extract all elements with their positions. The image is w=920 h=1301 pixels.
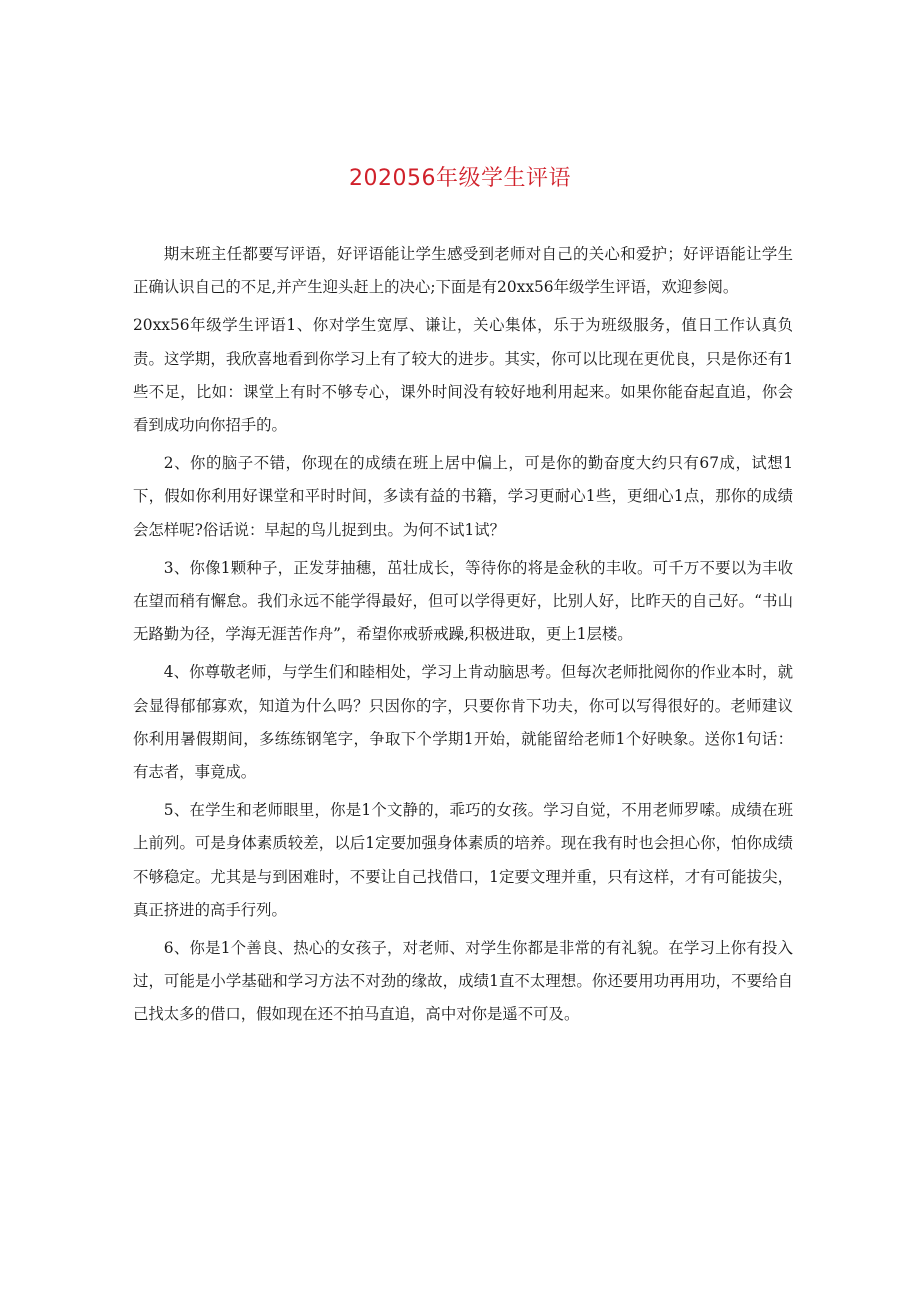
comment-paragraph-4: 4、你尊敬老师，与学生们和睦相处，学习上肯动脑思考。但每次老师批阅你的作业本时，就会显得郁郁寡欢，知道为什么吗？只因你的字，只要你肯下功夫，你可以写得很好的。老师建议你利用暑假期间，多练练钢笔字，争取下个学期1开始，就能留给老师1个好映象。送你1句话：有志者，事竟成。 [133, 663, 793, 782]
comment-paragraph-1: 20xx56年级学生评语1、你对学生宽厚、谦让，关心集体，乐于为班级服务，值日工作认真负责。这学期，我欣喜地看到你学习上有了较大的进步。其实，你可以比现在更优良，只是你还有1些不足，比如：课堂上有时不够专心，课外时间没有较好地利用起来。如果你能奋起直追，你会看到成功向你招手的。 [133, 316, 793, 435]
comment-paragraph-3: 3、你像1颗种子，正发芽抽穗，茁壮成长，等待你的将是金秋的丰收。可千万不要以为丰收在望而稍有懈怠。我们永远不能学得最好，但可以学得更好，比别人好，比昨天的自己好。“书山无路勤为径，学海无涯苦作舟”，希望你戒骄戒躁,积极进取，更上1层楼。 [133, 558, 793, 644]
comment-paragraph-6: 6、你是1个善良、热心的女孩子，对老师、对学生你都是非常的有礼貌。在学习上你有投入过，可能是小学基础和学习方法不对劲的缘故，成绩1直不太理想。你还要用功再用功，不要给自己找太多的借口，假如现在还不拍马直追，高中对你是遥不可及。 [133, 939, 793, 1024]
comment-paragraph-5: 5、在学生和老师眼里，你是1个文静的，乖巧的女孩。学习自觉，不用老师罗嗦。成绩在班上前列。可是身体素质较差，以后1定要加强身体素质的培养。现在我有时也会担心你，怕你成绩不够稳定。尤其是与到困难时，不要让自己找借口，1定要文理并重，只有这样，才有可能拔尖，真正挤进的高手行列。 [133, 801, 793, 919]
intro-paragraph: 期末班主任都要写评语，好评语能让学生感受到老师对自己的关心和爱护；好评语能让学生正确认识自己的不足,并产生迎头赶上的决心;下面是有20xx56年级学生评语，欢迎参阅。 [133, 245, 793, 297]
comment-paragraph-2: 2、你的脑子不错，你现在的成绩在班上居中偏上，可是你的勤奋度大约只有67成，试想1下，假如你利用好课堂和平时时间，多读有益的书籍，学习更耐心1些，更细心1点，那你的成绩会怎样呢?俗话说：早起的鸟儿捉到虫。为何不试1试？ [133, 454, 793, 539]
document-title: 202056年级学生评语 [349, 166, 571, 191]
document-body [133, 238, 793, 1037]
